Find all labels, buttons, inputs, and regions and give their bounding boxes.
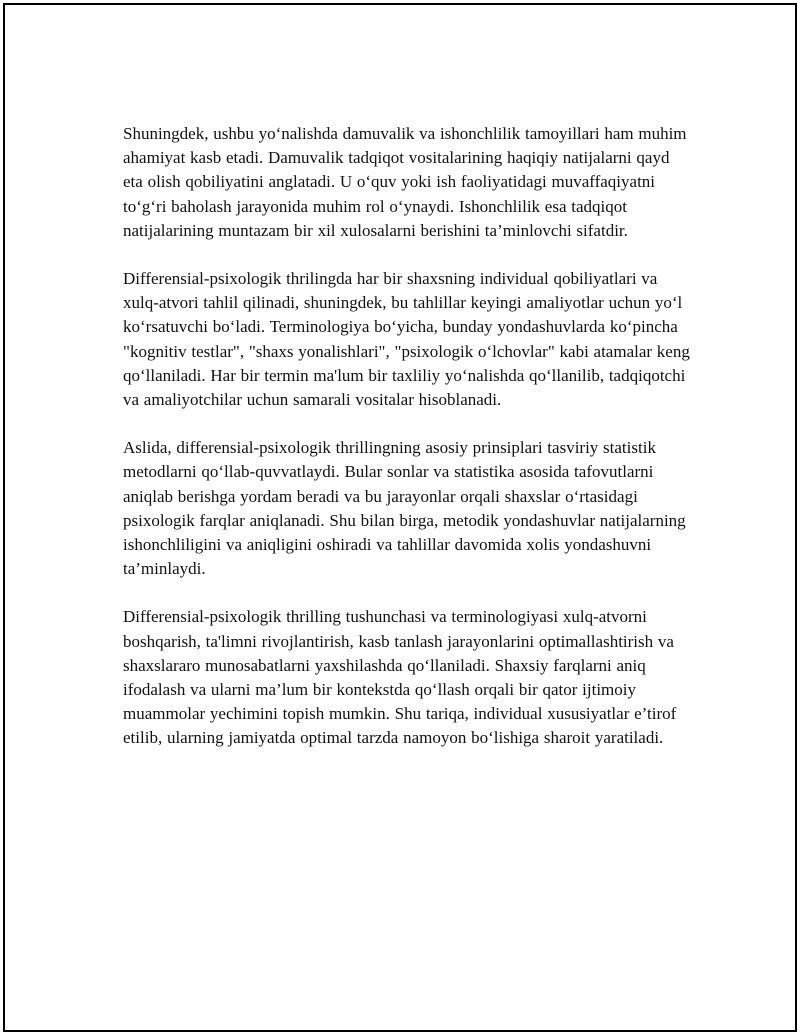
paragraph: Differensial-psixologik thrilling tushunchasi va terminologiyasi xulq-atvorni boshqarish, ta'limni rivojlantirish, kasb tanlash jarayonlarini optimallashtirish va shaxslararo munosabatlarni yaxshilashda qo‘llaniladi. Shaxsiy farqlarni aniq ifodalash va ularni ma’lum bir kontekstda qo‘llash orqali bir qator ijtimoiy muammolar yechimini topish mumkin. Shu tariqa, individual xususiyatlar e’tirof etilib, ularning jamiyatda optimal tarzda namoyon bo‘lishiga sharoit yaratiladi.: [123, 607, 677, 748]
paragraph: Shuningdek, ushbu yo‘nalishda damuvalik va ishonchlilik tamoyillari ham muhim ahamiyat kasb etadi. Damuvalik tadqiqot vositalarining haqiqiy natijalarni qayd eta olish qobiliyatini anglatadi. U o‘quv yoki ish faoliyatidagi muvaffaqiyatni to‘g‘ri baholash jarayonida muhim rol o‘ynaydi. Ishonchlilik esa tadqiqot natijalarining muntazam bir xil xulosalarni berishini ta’minlovchi sifatdir.: [123, 124, 687, 240]
paragraph: Aslida, differensial-psixologik thrillingning asosiy prinsiplari tasviriy statistik metodlarni qo‘llab-quvvatlaydi. Bular sonlar va statistika asosida tafovutlarni aniqlab berishga yordam beradi va bu jarayonlar orqali shaxslar o‘rtasidagi psixologik farqlar aniqlanadi. Shu bilan birga, metodik yondashuvlar natijalarning ishonchliligini va aniqligini oshiradi va tahlillar davomida xolis yondashuvni ta’minlaydi.: [123, 438, 686, 579]
paragraph: Differensial-psixologik thrilingda har bir shaxsning individual qobiliyatlari va xulq-atvori tahlil qilinadi, shuningdek, bu tahlillar keyingi amaliyotlar uchun yo‘l ko‘rsatuvchi bo‘ladi. Terminologiya bo‘yicha, bunday yondashuvlarda ko‘pincha "kognitiv testlar", "shaxs yonalishlari", "psixologik o‘lchovlar" kabi atamalar keng qo‘llaniladi. Har bir termin ma'lum bir taxliliy yo‘nalishda qo‘llanilib, tadqiqotchi va amaliyotchilar uchun samarali vositalar hisoblanadi.: [123, 269, 690, 410]
page-border: [3, 3, 797, 1032]
document-body: [123, 122, 693, 775]
